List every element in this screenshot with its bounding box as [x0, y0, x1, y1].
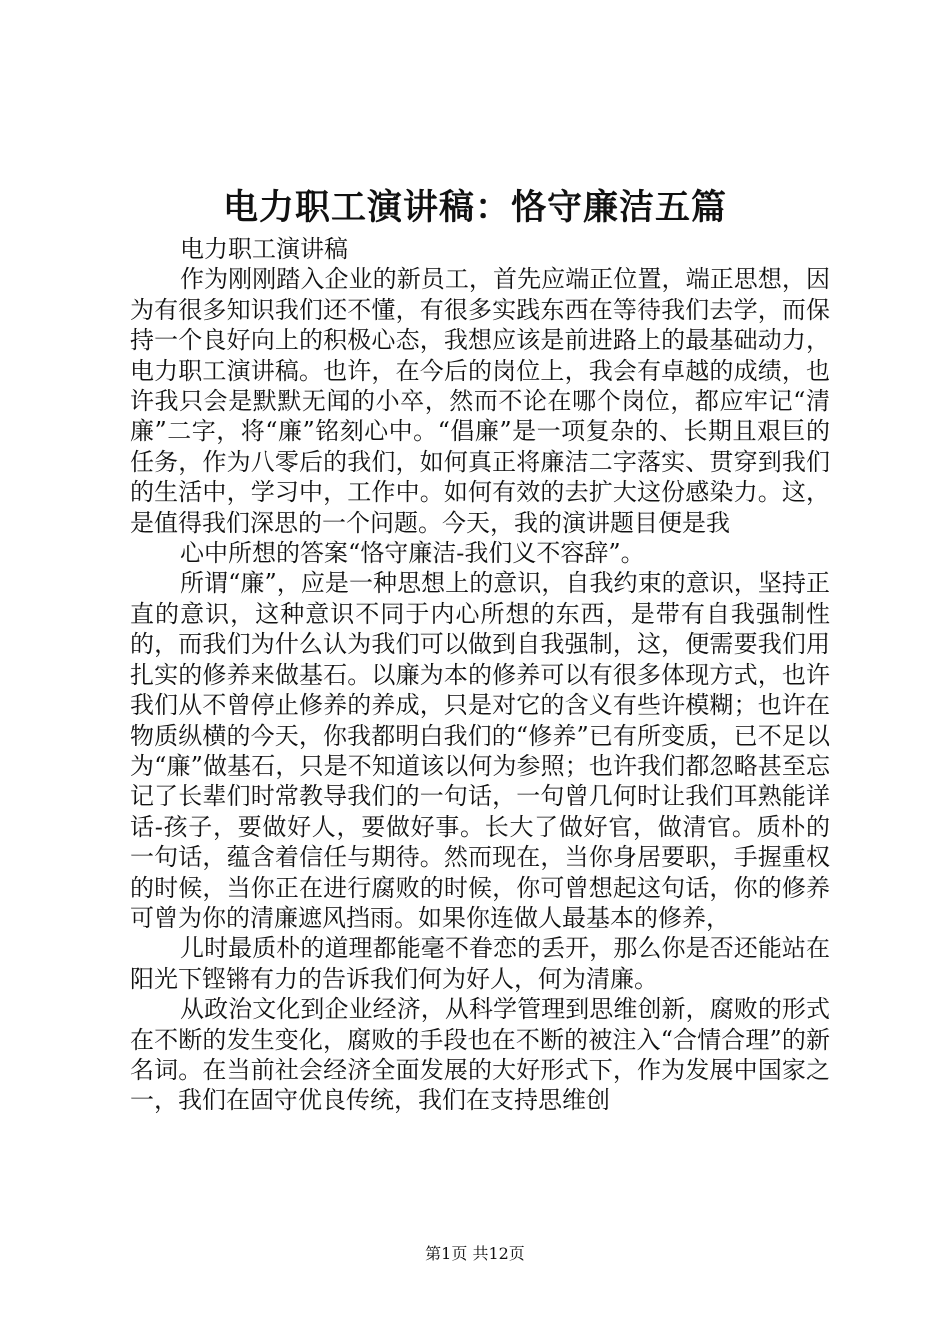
document-title: 电力职工演讲稿：恪守廉洁五篇 — [222, 187, 727, 228]
document-body — [130, 234, 830, 1116]
paragraph: 心中所想的答案“恪守廉洁-我们义不容辞”。 — [180, 539, 645, 568]
page-number-footer: 第1页 共12页 — [425, 1244, 525, 1263]
paragraph: 所谓“廉”，应是一种思想上的意识，自我约束的意识，坚持正直的意识，这种意识不同于内心所想的东西，是带有自我强制性的，而我们为什么认为我们可以做到自我强制，这，便需要我们用扎实的修养来做基石。以廉为本的修养可以有很多体现方式，也许我们从不曾停止修养的养成，只是对它的含义有些许模糊；也许在物质纵横的今天，你我都明白我们的“修养”已有所变质，已不足以为“廉”做基石，只是不知道该以何为参照；也许我们都忽略甚至忘记了长辈们时常教导我们的一句话，一句曾几何时让我们耳熟能详话-孩子，要做好人，要做好事。长大了做好官，做清官。质朴的一句话，蕴含着信任与期待。然而现在，当你身居要职，手握重权的时候，当你正在进行腐败的时候，你可曾想起这句话，你的修养可曾为你的清廉遮风挡雨。如果你连做人最基本的修养， — [130, 569, 830, 932]
paragraph: 电力职工演讲稿 — [180, 235, 348, 263]
paragraph: 儿时最质朴的道理都能毫不眷恋的丢开，那么你是否还能站在阳光下铿锵有力的告诉我们何为好人，何为清廉。 — [130, 934, 830, 993]
paragraph: 从政治文化到企业经济，从科学管理到思维创新，腐败的形式在不断的发生变化，腐败的手段也在不断的被注入“合情合理”的新名词。在当前社会经济全面发展的大好形式下，作为发展中国家之一，我们在固守优良传统，我们在支持思维创 — [130, 995, 830, 1115]
paragraph: 作为刚刚踏入企业的新员工，首先应端正位置，端正思想，因为有很多知识我们还不懂，有很多实践东西在等待我们去学，而保持一个良好向上的积极心态，我想应该是前进路上的最基础动力，电力职工演讲稿。也许，在今后的岗位上，我会有卓越的成绩，也许我只会是默默无闻的小卒，然而不论在哪个岗位，都应牢记“清廉”二字，将“廉”铭刻心中。“倡廉”是一项复杂的、长期且艰巨的任务，作为八零后的我们，如何真正将廉洁二字落实、贯穿到我们的生活中，学习中，工作中。如何有效的去扩大这份感染力。这，是值得我们深思的一个问题。今天，我的演讲题目便是我 — [130, 265, 830, 537]
